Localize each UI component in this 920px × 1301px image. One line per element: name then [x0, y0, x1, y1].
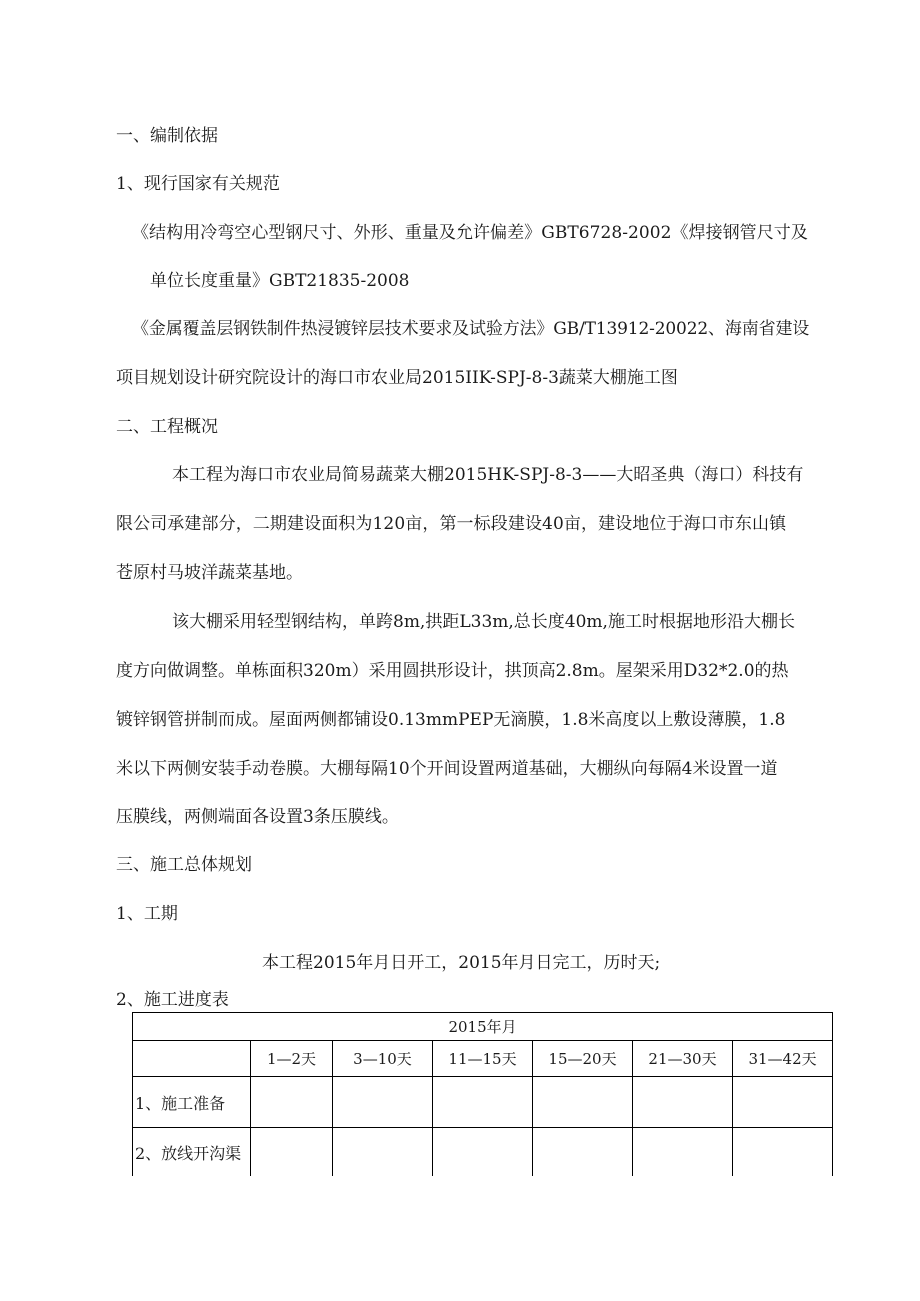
table-month-header: 2015年月	[133, 1013, 833, 1041]
schedule-cell	[251, 1077, 333, 1128]
section-heading-overview: 二、工程概况	[116, 417, 218, 437]
schedule-cell	[251, 1128, 333, 1177]
section-heading-basis: 一、编制依据	[116, 126, 218, 146]
table-corner-cell	[133, 1041, 251, 1077]
table-row	[133, 1077, 833, 1128]
task-label: 2、放线开沟渠	[133, 1128, 251, 1177]
overview-paragraph-line: 苍原村马坡洋蔬菜基地。	[116, 563, 303, 583]
standards-line: 项目规划设计研究院设计的海口市农业局2015IIK-SPJ-8-3蔬菜大棚施工图	[116, 368, 678, 388]
period-header: 15—20天	[533, 1041, 633, 1077]
structure-paragraph-line: 镀锌钢管拼制而成。屋面两侧都铺设0.13mmPEP无滴膜，1.8米高度以上敷设薄膜，1.8	[116, 710, 786, 730]
overview-paragraph-line: 限公司承建部分，二期建设面积为120亩，第一标段建设40亩，建设地位于海口市东山镇	[116, 514, 787, 534]
progress-table	[132, 1012, 833, 1176]
structure-paragraph-line: 压膜线，两侧端面各设置3条压膜线。	[116, 807, 399, 827]
standards-line: 《金属覆盖层钢铁制件热浸镀锌层技术要求及试验方法》GB/T13912-20022、海南省建设	[132, 319, 810, 339]
structure-paragraph-line: 米以下两侧安装手动卷膜。大棚每隔10个开间设置两道基础，大棚纵向每隔4米设置一道	[116, 759, 778, 779]
section-heading-planning: 三、施工总体规划	[116, 855, 252, 875]
standards-line: 单位长度重量》GBT21835-2008	[150, 271, 410, 291]
schedule-cell	[733, 1128, 833, 1177]
period-header: 31—42天	[733, 1041, 833, 1077]
duration-statement: 本工程2015年月日开工，2015年月日完工，历时天;	[262, 953, 661, 973]
task-label: 1、施工准备	[133, 1077, 251, 1128]
schedule-cell	[733, 1077, 833, 1128]
schedule-cell	[333, 1077, 433, 1128]
schedule-cell	[433, 1128, 533, 1177]
period-header: 21—30天	[633, 1041, 733, 1077]
schedule-cell	[633, 1128, 733, 1177]
subheading-progress-table: 2、施工进度表	[116, 990, 229, 1010]
schedule-cell	[533, 1128, 633, 1177]
schedule-cell	[533, 1077, 633, 1128]
period-header: 11—15天	[433, 1041, 533, 1077]
period-header: 1—2天	[251, 1041, 333, 1077]
standards-line: 《结构用冷弯空心型钢尺寸、外形、重量及允许偏差》GBT6728-2002《焊接钢管尺寸及	[132, 223, 808, 243]
period-header: 3—10天	[333, 1041, 433, 1077]
structure-paragraph-line: 该大棚采用轻型钢结构，单跨8m,拱距L33m,总长度40m,施工时根据地形沿大棚长	[172, 612, 795, 632]
overview-paragraph-line: 本工程为海口市农业局简易蔬菜大棚2015HK-SPJ-8-3——大昭圣典（海口）科技有	[172, 465, 804, 485]
structure-paragraph-line: 度方向做调整。单栋面积320m）采用圆拱形设计，拱顶高2.8m。屋架采用D32*2.0的热	[116, 661, 789, 681]
schedule-cell	[433, 1077, 533, 1128]
subheading-national-standards: 1、现行国家有关规范	[116, 174, 280, 194]
schedule-cell	[633, 1077, 733, 1128]
subheading-duration: 1、工期	[116, 904, 178, 924]
table-row	[133, 1128, 833, 1177]
schedule-cell	[333, 1128, 433, 1177]
